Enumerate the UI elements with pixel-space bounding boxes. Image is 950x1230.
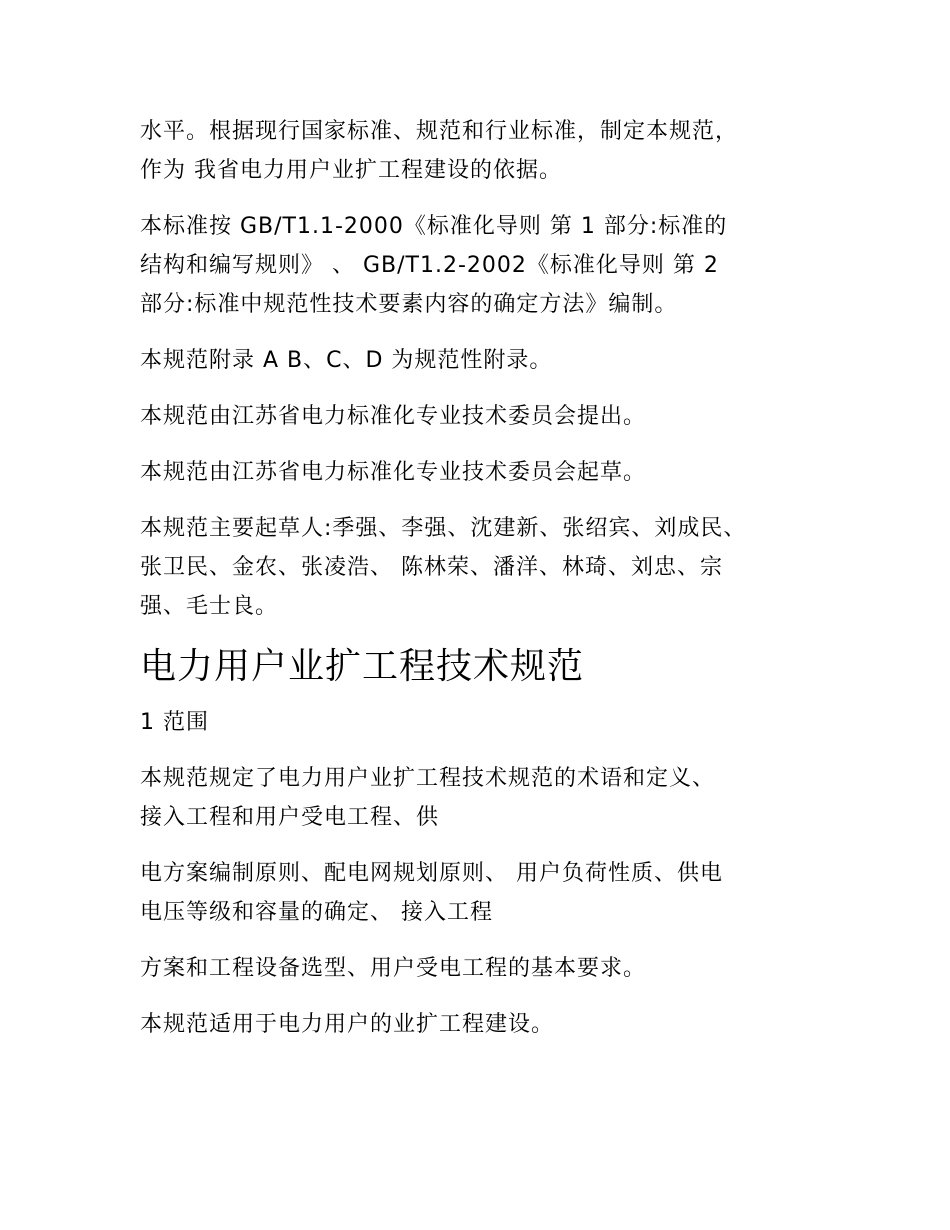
text-line: 张卫民、金农、张凌浩、 陈林荣、潘洋、林琦、刘忠、宗	[140, 555, 723, 580]
scope-paragraph-1	[140, 759, 820, 837]
text-line: 本规范规定了电力用户业扩工程技术规范的术语和定义、	[140, 766, 716, 791]
scope-paragraph-3	[140, 949, 820, 988]
preface-paragraph-standards	[140, 207, 820, 324]
text-line: 本标准按 GB/T1.1-2000《标准化导则 第 1 部分:标准的	[140, 214, 728, 239]
text-line: 水平。根据现行国家标准、规范和行业标准，制定本规范，	[140, 119, 739, 144]
preface-paragraph-drafter-org	[140, 453, 820, 492]
text-line: 本规范由江苏省电力标准化专业技术委员会提出。	[140, 404, 647, 429]
text-line: 本规范主要起草人:季强、李强、沈建新、张绍宾、刘成民、	[140, 516, 747, 541]
scope-paragraph-4	[140, 1005, 820, 1044]
preface-paragraph-appendix	[140, 341, 820, 380]
text-line: 本规范适用于电力用户的业扩工程建设。	[140, 1012, 555, 1037]
text-line: 部分:标准中规范性技术要素内容的确定方法》编制。	[140, 292, 678, 317]
text-line: 强、毛士良。	[140, 594, 279, 619]
text-line: 本规范由江苏省电力标准化专业技术委员会起草。	[140, 460, 647, 485]
text-line: 作为 我省电力用户业扩工程建设的依据。	[140, 158, 562, 183]
preface-paragraph-drafters	[140, 509, 820, 626]
text-line: 电方案编制原则、配电网规划原则、 用户负荷性质、供电	[140, 861, 723, 886]
scope-paragraph-2	[140, 854, 820, 932]
text-line: 结构和编写规则》 、 GB/T1.2-2002《标准化导则 第 2	[140, 253, 719, 278]
section-heading-scope: 1 范围	[140, 710, 209, 735]
document-page	[140, 112, 820, 1061]
document-title: 电力用户业扩工程技术规范	[140, 646, 585, 687]
preface-paragraph-proposer	[140, 397, 820, 436]
text-line: 电压等级和容量的确定、 接入工程	[140, 900, 493, 925]
text-line: 方案和工程设备选型、用户受电工程的基本要求。	[140, 956, 647, 981]
text-line: 接入工程和用户受电工程、供	[140, 805, 440, 830]
text-line: 本规范附录 A B、C、D 为规范性附录。	[140, 348, 553, 373]
preface-paragraph-1	[140, 112, 820, 190]
